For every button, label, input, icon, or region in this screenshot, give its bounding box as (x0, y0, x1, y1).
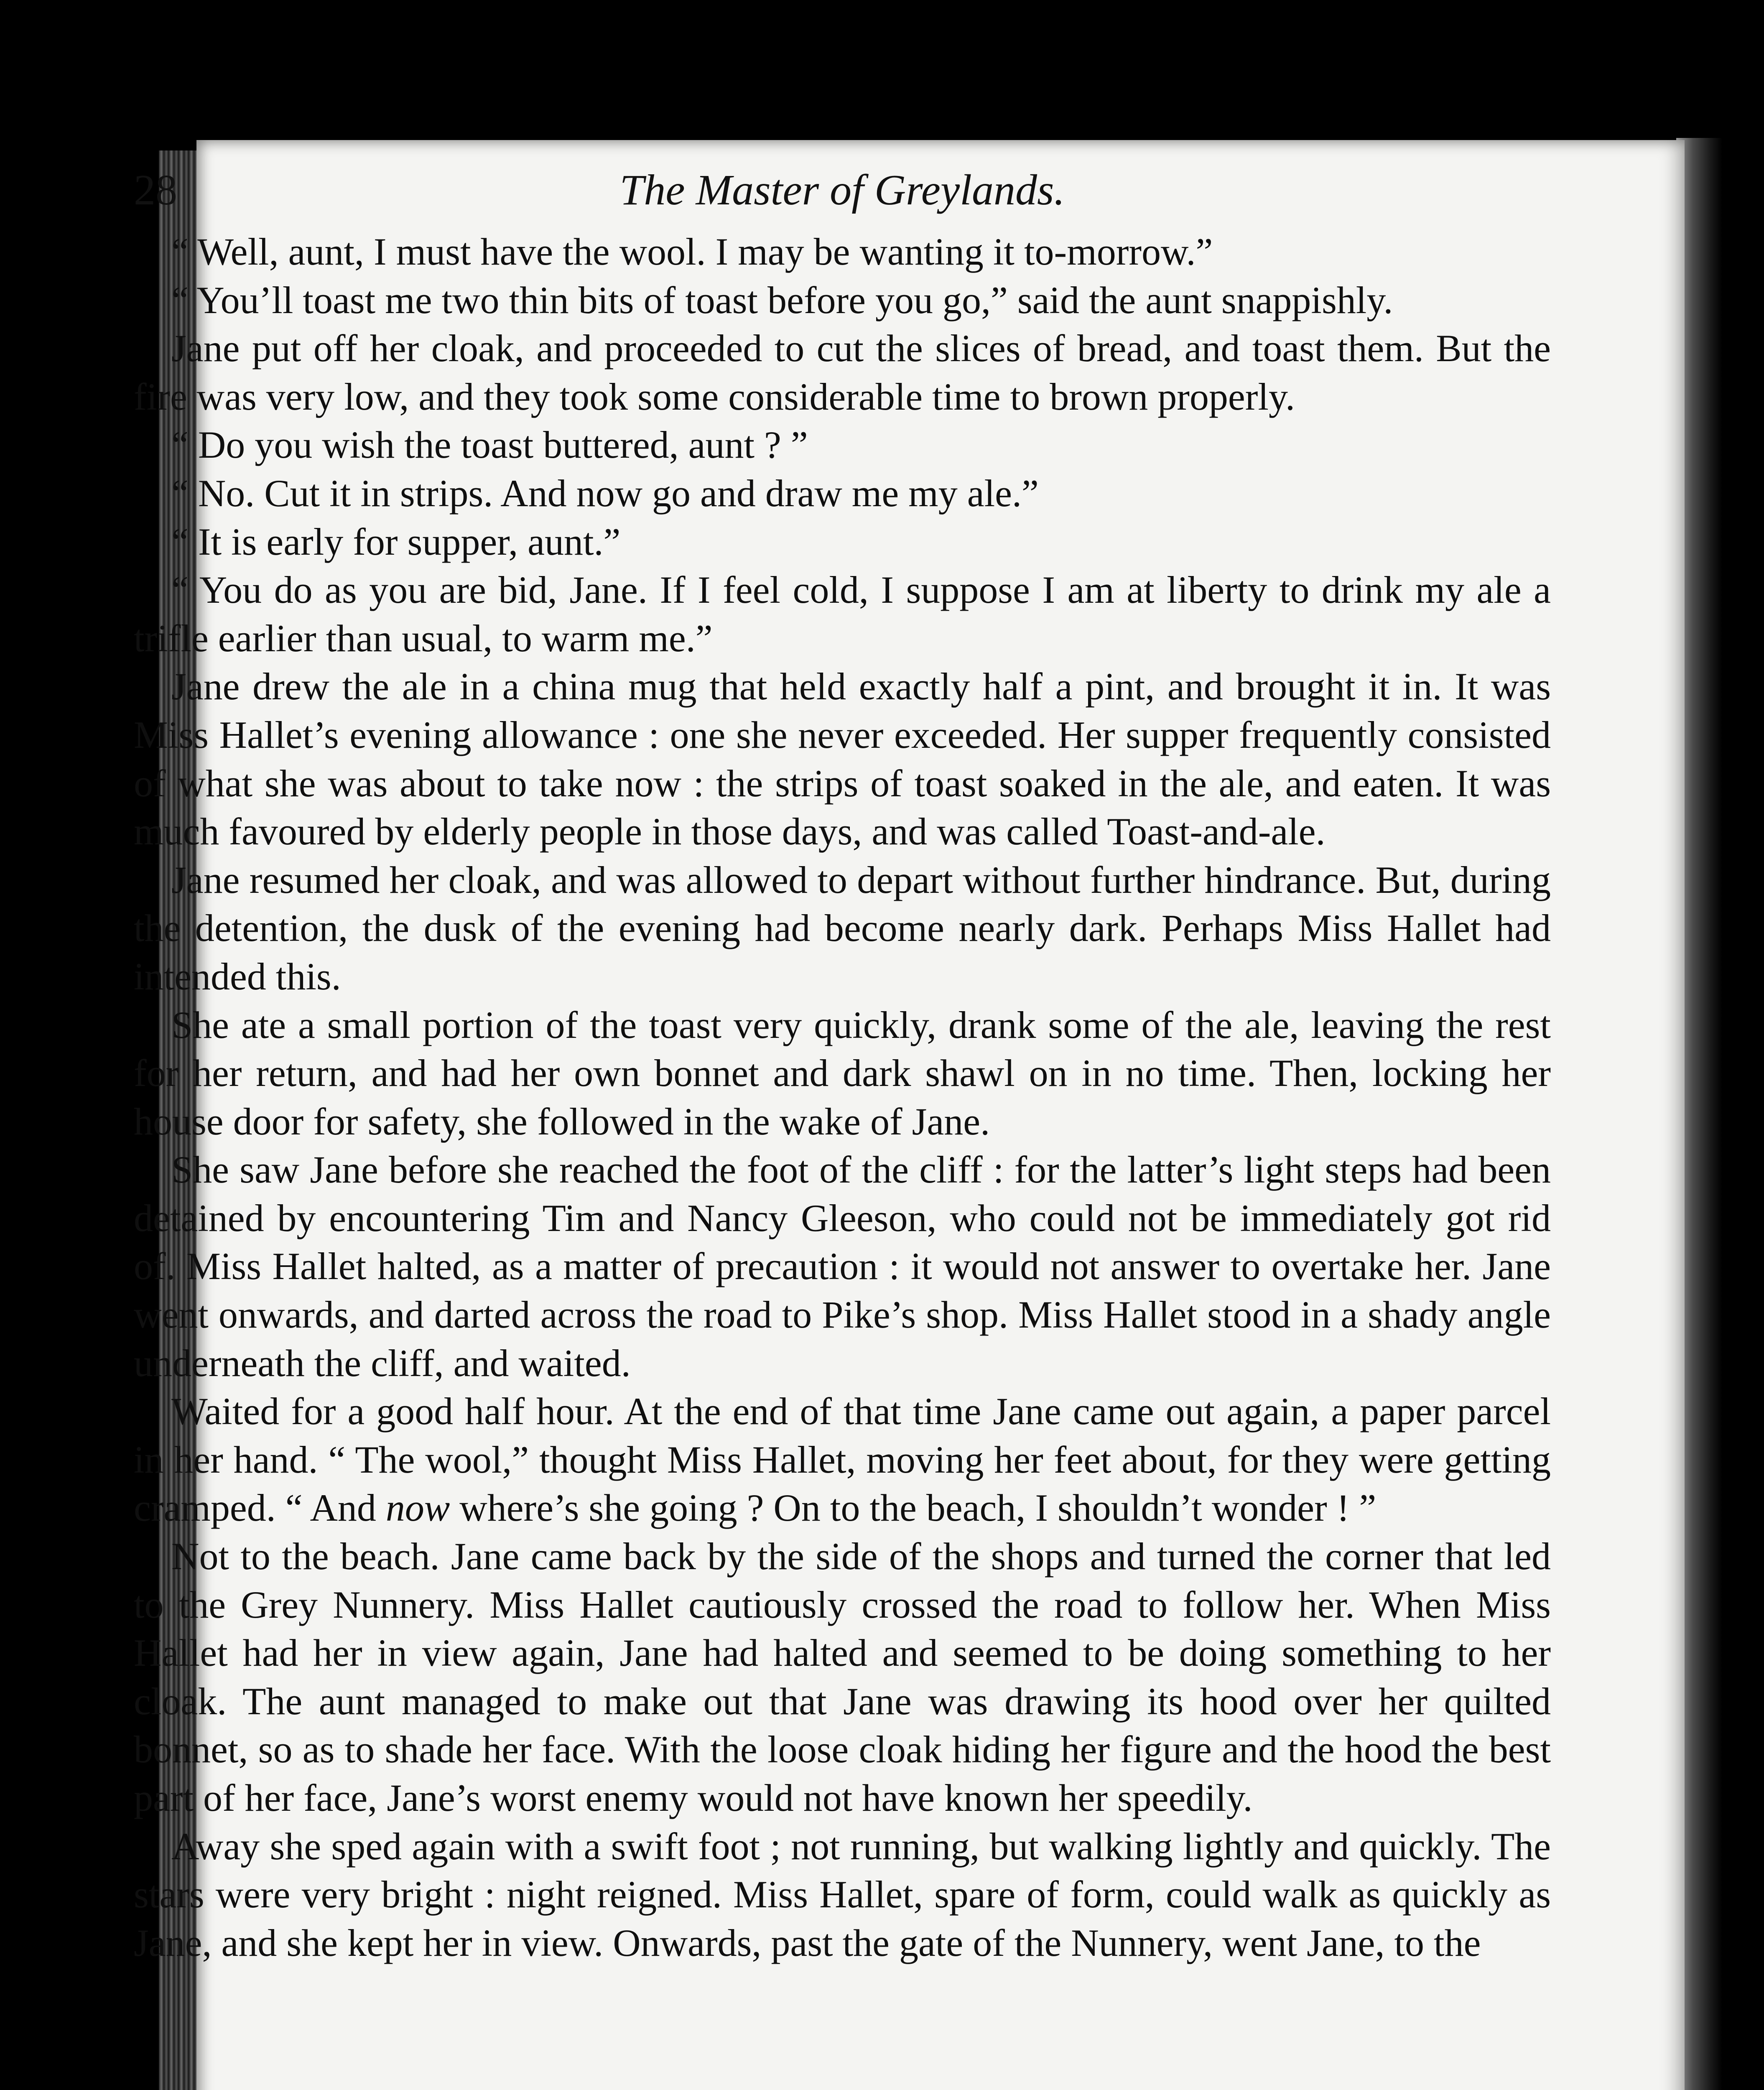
running-title: The Master of Greylands. (619, 166, 1065, 214)
paragraph-text: where’s she going ? On to the beach, I shouldn’t wonder ! ” (459, 1486, 1377, 1529)
body-text (134, 228, 1551, 1967)
paragraph: Jane drew the ale in a china mug that held exactly half a pint, and brought it in. It was Miss Hallet’s evening allowance : one she never exceeded. Her supper frequently consisted of what she was about to take now : the strips of toast soaked in the ale, and eaten. It was much favoured by elderly people in those days, and was called Toast-and-ale. (134, 665, 1551, 853)
page-number: 28 (134, 166, 177, 214)
paragraph: “ Well, aunt, I must have the wool. I may be wanting it to-morrow.” (171, 230, 1213, 273)
paragraph-text: Waited for a good half hour. At the end of that time Jane came out again, a paper parcel in her hand. “ The wool,” thought Miss Hallet, moving her feet about, for they were getting cramped. “ And (134, 1390, 1551, 1529)
emphasis-text: now (385, 1486, 450, 1529)
paragraph: Jane resumed her cloak, and was allowed to depart without further hindrance. But, during the detention, the dusk of the evening had become nearly dark. Perhaps Miss Hallet had intended this. (134, 858, 1551, 998)
paragraph: “ It is early for supper, aunt.” (171, 520, 621, 563)
paragraph: Not to the beach. Jane came back by the side of the shops and turned the corner that led to the Grey Nunnery. Miss Hallet cautiously crossed the road to follow her. When Miss Hallet had her in view again, Jane had halted and seemed to be doing something to her cloak. The aunt managed to make out that Jane was drawing its hood over her quilted bonnet, so as to shade her face. With the loose cloak hiding her figure and the hood the best part of her face, Jane’s worst enemy would not have known her speedily. (134, 1535, 1551, 1819)
page-header (134, 165, 1551, 232)
paragraph: “ You’ll toast me two thin bits of toast before you go,” said the aunt snappishly. (171, 278, 1393, 321)
paragraph: “ No. Cut it in strips. And now go and draw me my ale.” (171, 472, 1039, 515)
paragraph (134, 1387, 1551, 1532)
paragraph: She saw Jane before she reached the foot of the cliff : for the latter’s light steps had been detained by encountering Tim and Nancy Gleeson, who could not be immediately got rid of. Miss Hallet halted, as a matter of precaution : it would not answer to overtake her. Jane went onwards, and darted across the road to Pike’s shop. Miss Hallet stood in a shady angle underneath the cliff, and waited. (134, 1148, 1551, 1384)
paragraph: “ You do as you are bid, Jane. If I feel cold, I suppose I am at liberty to drink my ale a trifle earlier than usual, to warm me.” (134, 568, 1551, 660)
paragraph: Away she sped again with a swift foot ; not running, but walking lightly and quickly. The stars were very bright : night reigned. Miss Hallet, spare of form, could walk as quickly as Jane, and she kept her in view. Onwards, past the gate of the Nunnery, went Jane, to the (134, 1825, 1551, 1964)
paragraph: Jane put off her cloak, and proceeded to cut the slices of bread, and toast them. But the fire was very low, and they took some considerable time to brown properly. (134, 327, 1551, 418)
paragraph: She ate a small portion of the toast very quickly, drank some of the ale, leaving the rest for her return, and had her own bonnet and dark shawl on in no time. Then, locking her house door for safety, she followed in the wake of Jane. (134, 1003, 1551, 1143)
paragraph: “ Do you wish the toast buttered, aunt ? ” (171, 423, 808, 466)
